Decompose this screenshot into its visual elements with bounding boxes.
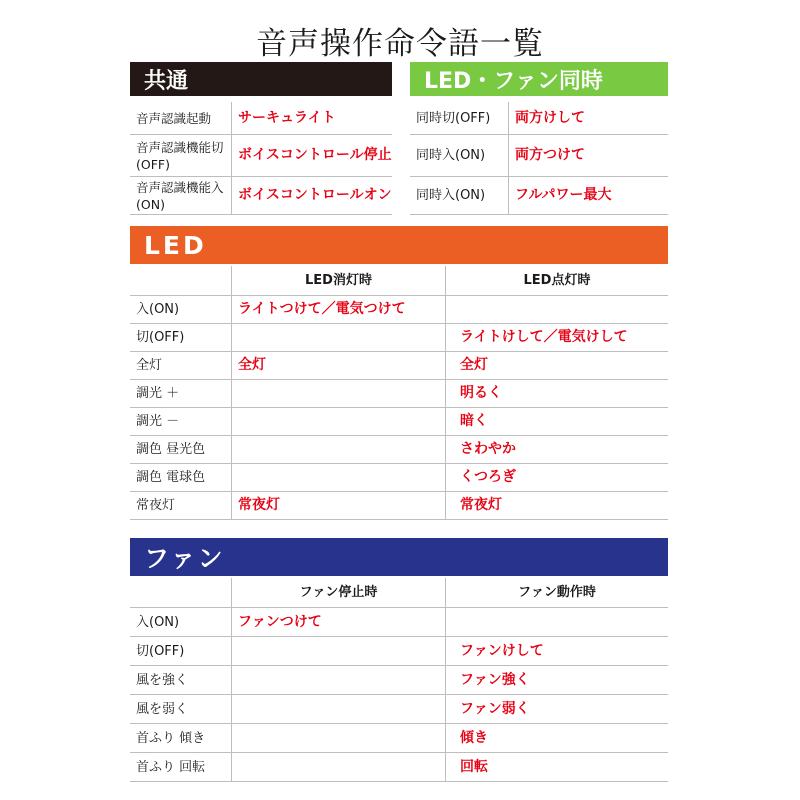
sync-command: 両方けして [508, 102, 668, 134]
sync-command: フルパワー最大 [508, 177, 668, 214]
led-table-row [130, 380, 668, 408]
fan-row-on-command [445, 608, 668, 636]
led-row-on-command: 常夜灯 [445, 492, 668, 519]
fan-row-on-command: ファン強く [445, 666, 668, 694]
sync-command: 両方つけて [508, 135, 668, 176]
led-row-off-command [231, 380, 445, 407]
fan-row-label: 風を弱く [136, 701, 189, 717]
sync-row [410, 177, 668, 215]
led-row-on-command: 明るく [445, 380, 668, 407]
common-row [130, 102, 392, 135]
led-row-label: 全灯 [136, 358, 163, 373]
led-row-label: 切(OFF) [136, 330, 185, 345]
led-row-on-command: さわやか [445, 436, 668, 463]
led-col-on: LED点灯時 [445, 266, 668, 295]
common-heading [130, 62, 392, 96]
led-table-row [130, 408, 668, 436]
led-row-label: 調光 ＋ [136, 386, 180, 401]
common-row [130, 135, 392, 177]
common-label: 音声認識起動 [136, 110, 212, 126]
led-table-row [130, 324, 668, 352]
led-table-row [130, 352, 668, 380]
led-header-blank [130, 266, 231, 295]
fan-row-on-command: ファン弱く [445, 695, 668, 723]
led-row-label: 調色 電球色 [136, 470, 206, 485]
fan-row-label: 切(OFF) [136, 643, 185, 659]
led-row-label: 入(ON) [136, 302, 180, 317]
led-row-on-command: 全灯 [445, 352, 668, 379]
fan-row-off-command [231, 666, 445, 694]
led-row-label: 常夜灯 [136, 498, 176, 513]
fan-row-off-command [231, 753, 445, 781]
led-row-off-command: ライトつけて／電気つけて [231, 296, 445, 323]
fan-table-row [130, 608, 668, 637]
fan-table-row [130, 695, 668, 724]
common-label: 音声認識機能切(OFF) [136, 139, 224, 172]
sync-row [410, 102, 668, 135]
sync-label: 同時入(ON) [416, 188, 486, 203]
fan-table-row [130, 724, 668, 753]
common-command: サーキュライト [231, 102, 392, 134]
fan-table-row [130, 637, 668, 666]
common-heading-text: 共通 [144, 68, 189, 94]
fan-table-row [130, 753, 668, 782]
led-row-off-command [231, 324, 445, 351]
led-table-row [130, 464, 668, 492]
sync-heading-text: LED・ファン同時 [424, 68, 603, 94]
fan-row-on-command: 回転 [445, 753, 668, 781]
led-row-label: 調光 － [136, 414, 180, 429]
fan-row-off-command [231, 724, 445, 752]
led-row-on-command: ライトけして／電気けして [445, 324, 668, 351]
led-row-off-command: 全灯 [231, 352, 445, 379]
led-table-row [130, 296, 668, 324]
fan-header-blank [130, 578, 231, 607]
sync-label: 同時切(OFF) [416, 110, 491, 126]
led-heading-text: LED [144, 230, 207, 260]
fan-col-on: ファン動作時 [445, 578, 668, 607]
common-command: ボイスコントロールオン [231, 177, 392, 214]
led-row-label: 調色 昼光色 [136, 442, 206, 457]
led-header-row [130, 266, 668, 296]
common-row [130, 177, 392, 215]
fan-table-row [130, 666, 668, 695]
fan-row-off-command [231, 637, 445, 665]
fan-row-label: 風を強く [136, 672, 189, 688]
fan-row-label: 入(ON) [136, 614, 180, 630]
common-command: ボイスコントロール停止 [231, 135, 392, 176]
led-row-on-command: 暗く [445, 408, 668, 435]
sync-label: 同時入(ON) [416, 148, 486, 163]
led-row-off-command [231, 408, 445, 435]
fan-row-on-command: 傾き [445, 724, 668, 752]
fan-col-off: ファン停止時 [231, 578, 445, 607]
led-col-off: LED消灯時 [231, 266, 445, 295]
fan-heading-text: ファン [144, 544, 225, 573]
led-row-off-command: 常夜灯 [231, 492, 445, 519]
fan-row-label: 首ふり 傾き [136, 730, 206, 746]
led-row-on-command: くつろぎ [445, 464, 668, 491]
fan-row-off-command: ファンつけて [231, 608, 445, 636]
common-label: 音声認識機能入(ON) [136, 179, 224, 212]
fan-row-on-command: ファンけして [445, 637, 668, 665]
fan-row-off-command [231, 695, 445, 723]
fan-heading [130, 538, 668, 576]
fan-header-row [130, 578, 668, 608]
fan-row-label: 首ふり 回転 [136, 759, 206, 775]
sync-row [410, 135, 668, 177]
led-table-row [130, 436, 668, 464]
led-row-off-command [231, 436, 445, 463]
sync-heading [410, 62, 668, 96]
led-row-off-command [231, 464, 445, 491]
led-table-row [130, 492, 668, 520]
led-heading [130, 226, 668, 264]
led-row-on-command [445, 296, 668, 323]
page-title: 音声操作命令語一覧 [256, 26, 544, 62]
